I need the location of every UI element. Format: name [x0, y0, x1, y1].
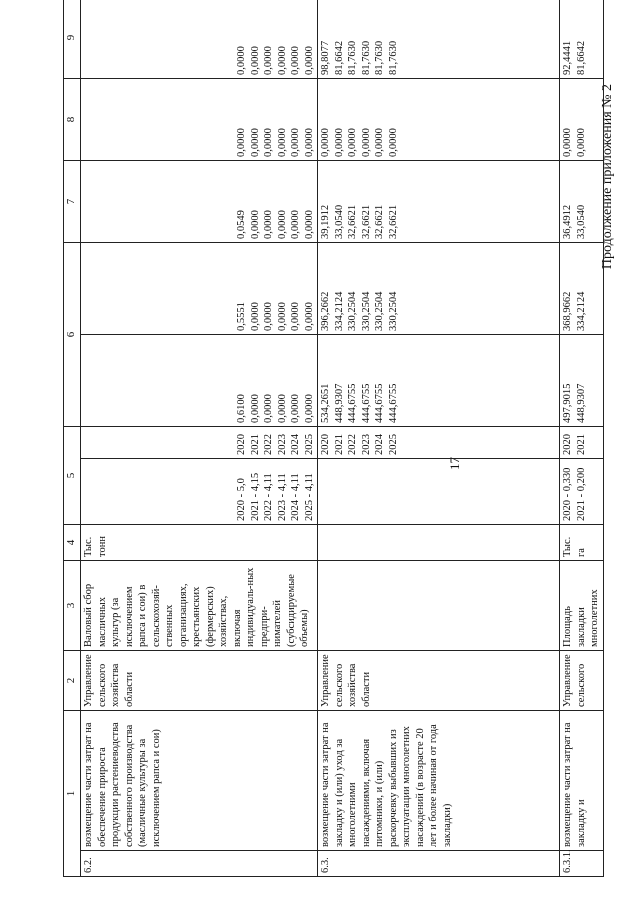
value: 0,5551: [236, 302, 247, 331]
year: 2023: [276, 434, 288, 455]
value: 444,6755: [347, 383, 358, 423]
value: 396,2662: [320, 291, 331, 331]
value: 330,2504: [387, 291, 399, 331]
target-value: 2021 - 0,200: [575, 467, 587, 521]
indicator: [318, 561, 560, 651]
value: 0,0000: [290, 210, 301, 239]
value: 81,6642: [333, 40, 345, 75]
total-values: [318, 335, 560, 427]
year: 2023: [360, 434, 372, 455]
value: 0,0000: [575, 128, 587, 157]
measure-name: возмещение части затрат на обеспечение прироста продукции растениеводства собственного производства (масличные культуры за исключением рапса и сои): [81, 711, 318, 851]
value: 32,6621: [387, 204, 399, 239]
value: 81,7630: [360, 40, 372, 75]
row-number: 6.3.1.: [560, 851, 604, 877]
value: 81,7630: [387, 40, 399, 75]
year-list: [81, 427, 318, 459]
target-value: 2025 - 4,11: [303, 473, 315, 521]
col-header-5: 5: [64, 427, 81, 525]
value: 330,2504: [347, 291, 358, 331]
value: 0,6100: [236, 394, 247, 423]
measure-name: возмещение части затрат на закладку и: [560, 711, 604, 851]
year: 2020: [320, 434, 331, 455]
value: 334,2124: [575, 291, 587, 331]
extrabudget-values: [560, 0, 604, 79]
federal-values: [318, 243, 560, 335]
executor: Управление сельского хозяйства области: [81, 651, 318, 711]
value: 444,6755: [374, 383, 385, 423]
value: 32,6621: [347, 204, 358, 239]
value: 33,0540: [333, 204, 345, 239]
executor: Управление сельского хозяйства области: [318, 651, 560, 711]
value: 0,0000: [263, 46, 274, 75]
col-header-7: 7: [64, 161, 81, 243]
extrabudget-values: [318, 0, 560, 79]
unit: Тыс. га: [560, 525, 604, 561]
value: 0,0000: [276, 128, 288, 157]
target-value: 2022 - 4,11: [263, 473, 274, 521]
appendix-continuation-title: Продолжение приложения № 2: [600, 84, 615, 270]
value: 0,0000: [249, 302, 261, 331]
target-values: [560, 459, 604, 525]
value: 0,0000: [276, 46, 288, 75]
value: 0,0000: [249, 128, 261, 157]
value: 0,0000: [320, 128, 331, 157]
year: 2024: [374, 434, 385, 455]
value: 0,0000: [249, 46, 261, 75]
value: 444,6755: [387, 383, 399, 423]
value: 92,4441: [562, 40, 573, 75]
table-row: [81, 0, 318, 877]
value: 98,8077: [320, 40, 331, 75]
year: 2020: [562, 434, 573, 455]
table-row: [318, 0, 560, 877]
value: 0,0000: [290, 46, 301, 75]
value: 0,0000: [263, 210, 274, 239]
value: 0,0000: [249, 394, 261, 423]
federal-values: [560, 243, 604, 335]
local-values: [318, 79, 560, 161]
value: 81,6642: [575, 40, 587, 75]
value: 0,0000: [303, 394, 315, 423]
value: 330,2504: [374, 291, 385, 331]
target-values: [81, 459, 318, 525]
year: 2021: [249, 434, 261, 455]
total-values: [560, 335, 604, 427]
value: 0,0000: [387, 128, 399, 157]
value: 81,7630: [374, 40, 385, 75]
target-value: 2020 - 5,0: [236, 478, 247, 521]
value: 0,0000: [333, 128, 345, 157]
target-value: 2021 - 4,15: [249, 472, 261, 521]
value: 0,0000: [562, 128, 573, 157]
col-header-3: 3: [64, 561, 81, 651]
value: 0,0549: [236, 210, 247, 239]
unit: [318, 525, 560, 561]
year: 2020: [236, 434, 247, 455]
total-values: [81, 335, 318, 427]
value: 32,6621: [360, 204, 372, 239]
value: 330,2504: [360, 291, 372, 331]
col-header-4: 4: [64, 525, 81, 561]
value: 497,9015: [562, 383, 573, 423]
regional-values: [560, 161, 604, 243]
value: 0,0000: [263, 302, 274, 331]
value: 0,0000: [290, 128, 301, 157]
value: 36,4912: [562, 204, 573, 239]
col-header-9: 9: [64, 0, 81, 79]
value: 0,0000: [263, 394, 274, 423]
value: 0,0000: [303, 128, 315, 157]
value: 448,9307: [575, 383, 587, 423]
value: 0,0000: [276, 210, 288, 239]
year: 2022: [263, 434, 274, 455]
value: 448,9307: [333, 383, 345, 423]
value: 0,0000: [236, 46, 247, 75]
program-table: [63, 0, 604, 877]
col-header-2: 2: [64, 651, 81, 711]
row-number: 6.3.: [318, 851, 560, 877]
target-value: 2020 - 0,330: [562, 467, 573, 521]
col-header-1: 1: [64, 711, 81, 877]
col-header-6: 6: [64, 243, 81, 427]
value: 32,6621: [374, 204, 385, 239]
local-values: [81, 79, 318, 161]
year: 2024: [290, 434, 301, 455]
table-row: [560, 0, 604, 877]
value: 0,0000: [263, 128, 274, 157]
value: 33,0540: [575, 204, 587, 239]
value: 0,0000: [303, 210, 315, 239]
value: 0,0000: [360, 128, 372, 157]
year-list: [318, 427, 560, 459]
value: 0,0000: [303, 46, 315, 75]
value: 0,0000: [249, 210, 261, 239]
target-value: 2024 - 4,11: [290, 473, 301, 521]
value: 0,0000: [374, 128, 385, 157]
regional-values: [318, 161, 560, 243]
value: 0,0000: [236, 128, 247, 157]
value: 0,0000: [290, 302, 301, 331]
indicator: Валовый сбор масличных культур (за исключением рапса и сои) в сельскохозяй-ственных организациях, крестьянских (фермерских) хозяйствах, включая индивидуаль-ных предпри-нимателей (субсидируемые объемы): [81, 561, 318, 651]
year-list: [560, 427, 604, 459]
value: 0,0000: [276, 394, 288, 423]
federal-values: [81, 243, 318, 335]
value: 0,0000: [290, 394, 301, 423]
target-values: [318, 459, 560, 525]
year: 2021: [333, 434, 345, 455]
target-value: 2023 - 4,11: [276, 473, 288, 521]
row-number: 6.2.: [81, 851, 318, 877]
value: 39,1912: [320, 204, 331, 239]
measure-name: возмещение части затрат на закладку и (или) уход за многолетними насаждениями, включая питомники, и (или) раскорчевку выбывших из эксплуатации многолетних насаждений (в возрасте 20 лет и более начиная от года закладки): [318, 711, 560, 851]
col-header-8: 8: [64, 79, 81, 161]
value: 0,0000: [276, 302, 288, 331]
column-number-row: [64, 0, 81, 877]
value: 444,6755: [360, 383, 372, 423]
year: 2022: [347, 434, 358, 455]
value: 0,0000: [347, 128, 358, 157]
value: 334,2124: [333, 291, 345, 331]
unit: Тыс. тонн: [81, 525, 318, 561]
executor: Управление сельского: [560, 651, 604, 711]
local-values: [560, 79, 604, 161]
regional-values: [81, 161, 318, 243]
year: 2021: [575, 434, 587, 455]
value: 0,0000: [303, 302, 315, 331]
value: 534,2651: [320, 383, 331, 423]
year: 2025: [303, 434, 315, 455]
value: 368,9662: [562, 291, 573, 331]
page-number: 17: [447, 457, 462, 470]
indicator: Площадь закладки многолетних: [560, 561, 604, 651]
extrabudget-values: [81, 0, 318, 79]
value: 81,7630: [347, 40, 358, 75]
year: 2025: [387, 434, 399, 455]
